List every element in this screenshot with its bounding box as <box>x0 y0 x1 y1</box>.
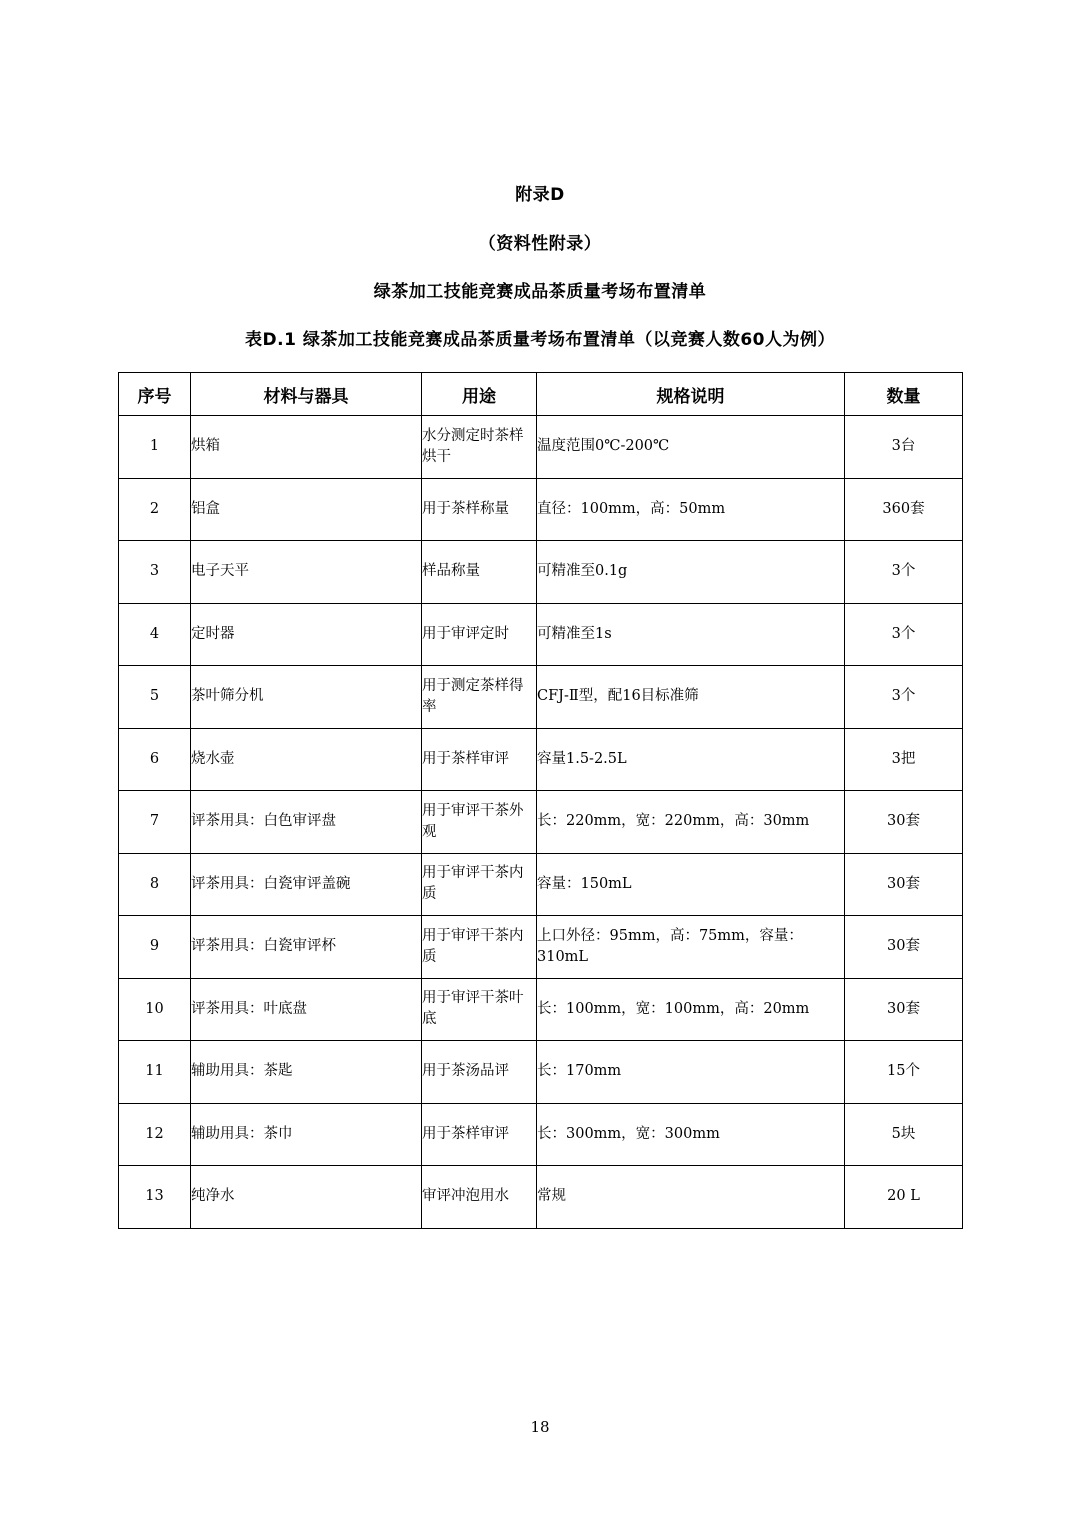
cell-item: 铝盒 <box>191 478 422 541</box>
cell-use: 用于审评干茶内质 <box>422 916 537 979</box>
cell-no: 10 <box>119 978 191 1041</box>
cell-qty: 3台 <box>845 416 963 479</box>
table-row <box>119 978 963 1041</box>
cell-spec: 可精准至0.1g <box>537 541 845 604</box>
cell-spec: 上口外径：95mm，高：75mm，容量：310mL <box>537 916 845 979</box>
page-number: 18 <box>530 1418 550 1436</box>
cell-item: 辅助用具：茶匙 <box>191 1041 422 1104</box>
table-row <box>119 791 963 854</box>
cell-use: 用于茶样称量 <box>422 478 537 541</box>
cell-qty: 30套 <box>845 978 963 1041</box>
cell-item: 评茶用具：白色审评盘 <box>191 791 422 854</box>
header-item: 材料与器具 <box>191 373 422 416</box>
cell-item: 电子天平 <box>191 541 422 604</box>
table-row <box>119 416 963 479</box>
cell-no: 5 <box>119 666 191 729</box>
cell-no: 9 <box>119 916 191 979</box>
cell-spec: 容量：150mL <box>537 853 845 916</box>
cell-item: 纯净水 <box>191 1166 422 1229</box>
cell-no: 4 <box>119 603 191 666</box>
cell-use: 审评冲泡用水 <box>422 1166 537 1229</box>
table-row <box>119 1103 963 1166</box>
cell-item: 茶叶筛分机 <box>191 666 422 729</box>
cell-qty: 20 L <box>845 1166 963 1229</box>
cell-spec: 直径：100mm，高：50mm <box>537 478 845 541</box>
cell-no: 7 <box>119 791 191 854</box>
cell-use: 用于茶汤品评 <box>422 1041 537 1104</box>
cell-no: 11 <box>119 1041 191 1104</box>
cell-no: 12 <box>119 1103 191 1166</box>
cell-spec: 长：100mm，宽：100mm，高：20mm <box>537 978 845 1041</box>
table-row <box>119 603 963 666</box>
cell-no: 6 <box>119 728 191 791</box>
appendix-title: 附录D <box>515 185 565 205</box>
cell-spec: 长：220mm，宽：220mm，高：30mm <box>537 791 845 854</box>
cell-no: 1 <box>119 416 191 479</box>
cell-qty: 3把 <box>845 728 963 791</box>
cell-qty: 30套 <box>845 853 963 916</box>
cell-spec: 容量1.5-2.5L <box>537 728 845 791</box>
table-row <box>119 916 963 979</box>
header-no: 序号 <box>119 373 191 416</box>
cell-item: 评茶用具：叶底盘 <box>191 978 422 1041</box>
table-row <box>119 1166 963 1229</box>
cell-qty: 30套 <box>845 791 963 854</box>
cell-use: 用于审评定时 <box>422 603 537 666</box>
header-spec: 规格说明 <box>537 373 845 416</box>
cell-no: 8 <box>119 853 191 916</box>
cell-qty: 15个 <box>845 1041 963 1104</box>
cell-no: 2 <box>119 478 191 541</box>
cell-item: 烘箱 <box>191 416 422 479</box>
cell-use: 用于审评干茶叶底 <box>422 978 537 1041</box>
cell-item: 评茶用具：白瓷审评盖碗 <box>191 853 422 916</box>
cell-spec: 常规 <box>537 1166 845 1229</box>
cell-item: 烧水壶 <box>191 728 422 791</box>
cell-no: 3 <box>119 541 191 604</box>
table-row <box>119 541 963 604</box>
cell-use: 用于茶样审评 <box>422 728 537 791</box>
header-qty: 数量 <box>845 373 963 416</box>
cell-qty: 3个 <box>845 603 963 666</box>
cell-item: 评茶用具：白瓷审评杯 <box>191 916 422 979</box>
cell-qty: 3个 <box>845 666 963 729</box>
cell-spec: 可精准至1s <box>537 603 845 666</box>
cell-use: 用于审评干茶内质 <box>422 853 537 916</box>
cell-item: 辅助用具：茶巾 <box>191 1103 422 1166</box>
cell-qty: 5块 <box>845 1103 963 1166</box>
cell-qty: 360套 <box>845 478 963 541</box>
cell-spec: 长：170mm <box>537 1041 845 1104</box>
cell-spec: 温度范围0℃-200℃ <box>537 416 845 479</box>
cell-use: 水分测定时茶样烘干 <box>422 416 537 479</box>
appendix-type: （资料性附录） <box>478 234 602 254</box>
cell-use: 用于茶样审评 <box>422 1103 537 1166</box>
layout-list-table <box>118 372 963 1229</box>
cell-use: 用于审评干茶外观 <box>422 791 537 854</box>
table-row <box>119 478 963 541</box>
cell-no: 13 <box>119 1166 191 1229</box>
table-row <box>119 666 963 729</box>
cell-item: 定时器 <box>191 603 422 666</box>
cell-qty: 30套 <box>845 916 963 979</box>
cell-spec: CFJ-Ⅱ型，配16目标准筛 <box>537 666 845 729</box>
table-caption: 表D.1 绿茶加工技能竞赛成品茶质量考场布置清单（以竞赛人数60人为例） <box>245 330 835 350</box>
cell-use: 样品称量 <box>422 541 537 604</box>
table-row <box>119 853 963 916</box>
cell-qty: 3个 <box>845 541 963 604</box>
table-row <box>119 1041 963 1104</box>
document-title: 绿茶加工技能竞赛成品茶质量考场布置清单 <box>373 282 707 302</box>
header-use: 用途 <box>422 373 537 416</box>
cell-spec: 长：300mm，宽：300mm <box>537 1103 845 1166</box>
cell-use: 用于测定茶样得率 <box>422 666 537 729</box>
table-header-row <box>119 373 963 416</box>
table-row <box>119 728 963 791</box>
